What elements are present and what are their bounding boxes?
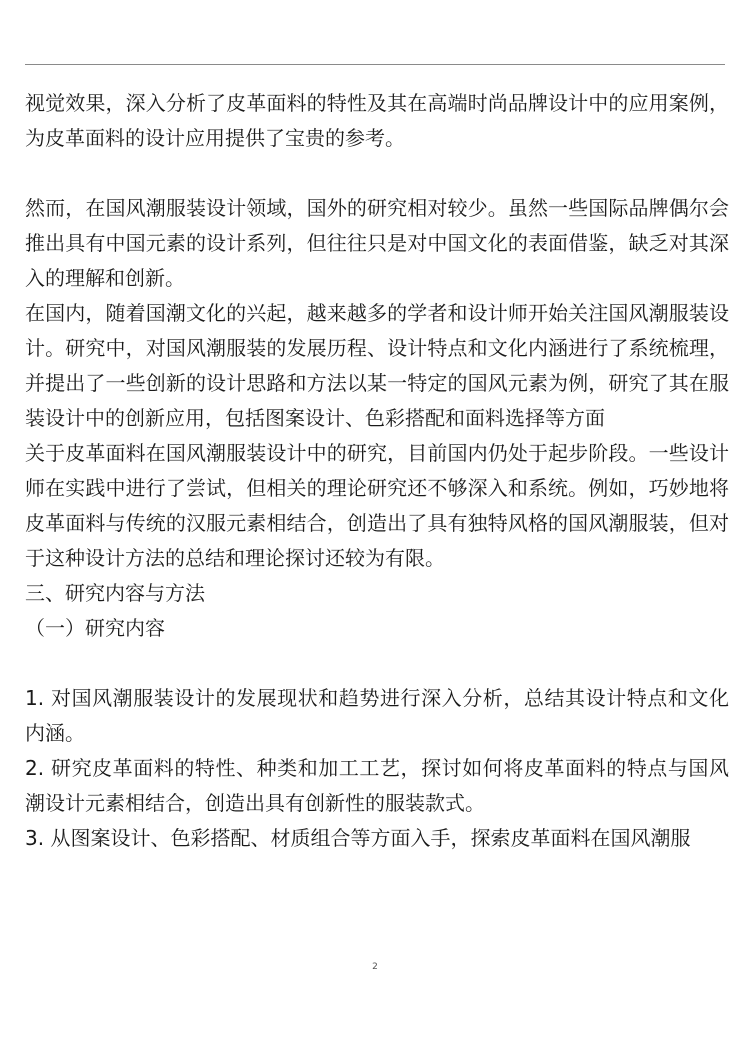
list-item: 1. 对国风潮服装设计的发展现状和趋势进行深入分析，总结其设计特点和文化内涵。 — [25, 686, 729, 745]
paragraph-domestic-research: 在国内，随着国潮文化的兴起，越来越多的学者和设计师开始关注国风潮服装设计。研究中，对国风潮服装的发展历程、设计特点和文化内涵进行了系统梳理，并提出了一些创新的设计思路和方法以某一特定的国风元素为例，研究了其在服装设计中的创新应用，包括图案设计、色彩搭配和面料选择等方面 — [25, 301, 729, 430]
page-number: 2 — [372, 962, 378, 972]
list-item: 2. 研究皮革面料的特性、种类和加工工艺，探讨如何将皮革面料的特点与国风潮设计元素相结合，创造出具有创新性的服装款式。 — [25, 756, 729, 815]
paragraph-leather-research: 关于皮革面料在国风潮服装设计中的研究，目前国内仍处于起步阶段。一些设计师在实践中进行了尝试，但相关的理论研究还不够深入和系统。例如，巧妙地将皮革面料与传统的汉服元素相结合，创造出了具有独特风格的国风潮服装，但对于这种设计方法的总结和理论探讨还较为有限。 — [25, 441, 729, 570]
list-item: 3. 从图案设计、色彩搭配、材质组合等方面入手，探索皮革面料在国风潮服 — [25, 826, 691, 850]
paragraph-foreign-research-end: 视觉效果，深入分析了皮革面料的特性及其在高端时尚品牌设计中的应用案例，为皮革面料的设计应用提供了宝贵的参考。 — [25, 91, 729, 150]
document-body — [25, 86, 729, 856]
subsection-heading: （一）研究内容 — [25, 616, 165, 640]
paragraph-foreign-research-gap: 然而，在国风潮服装设计领域，国外的研究相对较少。虽然一些国际品牌偶尔会推出具有中国元素的设计系列，但往往只是对中国文化的表面借鉴，缺乏对其深入的理解和创新。 — [25, 196, 729, 290]
section-heading: 三、研究内容与方法 — [25, 581, 205, 605]
header-rule — [25, 64, 725, 65]
